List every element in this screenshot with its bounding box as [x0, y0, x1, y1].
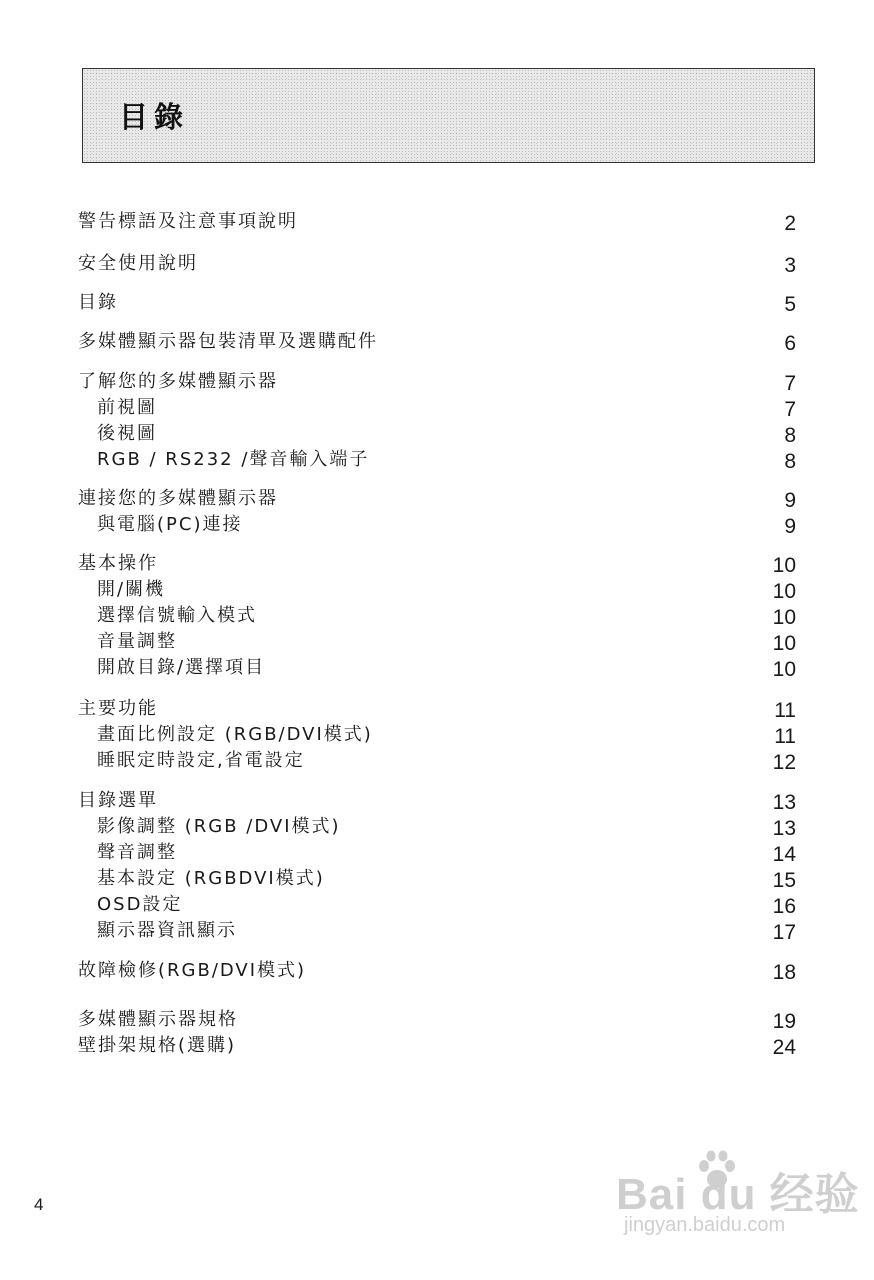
toc-entry-label: 選擇信號輸入模式: [97, 605, 257, 626]
toc-entry-label: 前視圖: [97, 397, 157, 418]
toc-entry-page: 15: [772, 869, 796, 892]
toc-entry-page: 11: [774, 699, 796, 722]
toc-entry-page: 17: [772, 921, 796, 944]
toc-subentry: [0, 604, 874, 630]
toc-entry-label: RGB / RS232 /聲音輸入端子: [97, 449, 370, 470]
page-number: 4: [34, 1195, 44, 1214]
toc-subentry: [0, 841, 874, 867]
toc-entry: [0, 1034, 874, 1060]
toc-entry: [0, 552, 874, 578]
toc-subentry: [0, 749, 874, 775]
toc-entry-page: 8: [784, 450, 796, 473]
toc-entry-label: 睡眠定時設定,省電設定: [97, 750, 305, 771]
page-title: 目錄: [119, 100, 190, 134]
toc-entry-page: 10: [772, 606, 796, 629]
toc-entry-page: 8: [784, 424, 796, 447]
toc-entry-label: 開/關機: [97, 579, 166, 600]
toc-subentry: [0, 422, 874, 448]
toc-entry: [0, 697, 874, 723]
toc-entry-label: 聲音調整: [97, 842, 177, 863]
toc-subentry: [0, 723, 874, 749]
toc-entry-label: 多媒體顯示器規格: [78, 1009, 238, 1030]
toc-entry-label: 基本操作: [78, 553, 158, 574]
toc-entry: [0, 291, 874, 317]
toc-entry-label: 畫面比例設定 (RGB/DVI模式): [97, 724, 373, 745]
toc-entry-label: 壁掛架規格(選購): [78, 1035, 237, 1056]
toc-entry-page: 9: [784, 489, 796, 512]
toc-entry: [0, 370, 874, 396]
toc-entry: [0, 487, 874, 513]
toc-entry-page: 2: [784, 212, 796, 235]
toc-subentry: [0, 513, 874, 539]
toc-entry-label: 開啟目錄/選擇項目: [97, 657, 266, 678]
toc-entry-label: 警告標語及注意事項說明: [78, 211, 298, 232]
toc-entry-label: 安全使用說明: [78, 253, 198, 274]
toc-entry-page: 6: [784, 332, 796, 355]
toc-entry-page: 24: [772, 1036, 796, 1059]
toc-entry-page: 13: [772, 791, 796, 814]
toc-subentry: [0, 396, 874, 422]
toc-entry-label: 影像調整 (RGB /DVI模式): [97, 816, 341, 837]
toc-entry-page: 19: [772, 1010, 796, 1033]
toc-entry-page: 13: [772, 817, 796, 840]
watermark-url: jingyan.baidu.com: [624, 1214, 786, 1236]
toc-entry-page: 10: [772, 554, 796, 577]
baidu-jingyan-watermark: [616, 1148, 860, 1248]
toc-entry-page: 18: [772, 961, 796, 984]
toc-entry-label: OSD設定: [97, 894, 183, 915]
toc-entry-page: 7: [784, 372, 796, 395]
toc-entry-label: 目錄: [78, 292, 118, 313]
toc-subentry: [0, 448, 874, 474]
toc-entry-page: 10: [772, 658, 796, 681]
toc-entry-page: 3: [784, 254, 796, 277]
toc-entry: [0, 330, 874, 356]
toc-entry-page: 14: [772, 843, 796, 866]
toc-entry-label: 主要功能: [78, 698, 158, 719]
title-box: [82, 68, 815, 163]
toc-entry-label: 了解您的多媒體顯示器: [78, 371, 278, 392]
toc-subentry: [0, 919, 874, 945]
toc-subentry: [0, 656, 874, 682]
toc-subentry: [0, 893, 874, 919]
toc-entry-page: 9: [784, 515, 796, 538]
toc-entry-label: 音量調整: [97, 631, 177, 652]
toc-entry-page: 11: [774, 725, 796, 748]
toc-entry: [0, 1008, 874, 1034]
toc-entry-page: 16: [772, 895, 796, 918]
toc-entry-page: 5: [784, 293, 796, 316]
toc-entry: [0, 252, 874, 278]
toc-entry-label: 與電腦(PC)連接: [97, 514, 243, 535]
toc-entry-label: 故障檢修(RGB/DVI模式): [78, 960, 307, 981]
toc-entry-page: 10: [772, 632, 796, 655]
toc-entry-label: 基本設定 (RGBDVI模式): [97, 868, 325, 889]
toc-entry: [0, 210, 874, 236]
toc-entry-label: 多媒體顯示器包裝清單及選購配件: [78, 331, 378, 352]
toc-entry-label: 連接您的多媒體顯示器: [78, 488, 278, 509]
toc-entry: [0, 959, 874, 985]
toc-entry-label: 後視圖: [97, 423, 157, 444]
toc-subentry: [0, 815, 874, 841]
toc-entry-page: 10: [772, 580, 796, 603]
toc-subentry: [0, 867, 874, 893]
toc-entry-page: 7: [784, 398, 796, 421]
toc-entry-label: 目錄選單: [78, 790, 158, 811]
toc-subentry: [0, 578, 874, 604]
watermark-logo: Bai du 经验: [616, 1170, 860, 1219]
toc-entry-page: 12: [772, 751, 796, 774]
toc-entry-label: 顯示器資訊顯示: [97, 920, 237, 941]
toc-entry: [0, 789, 874, 815]
toc-subentry: [0, 630, 874, 656]
